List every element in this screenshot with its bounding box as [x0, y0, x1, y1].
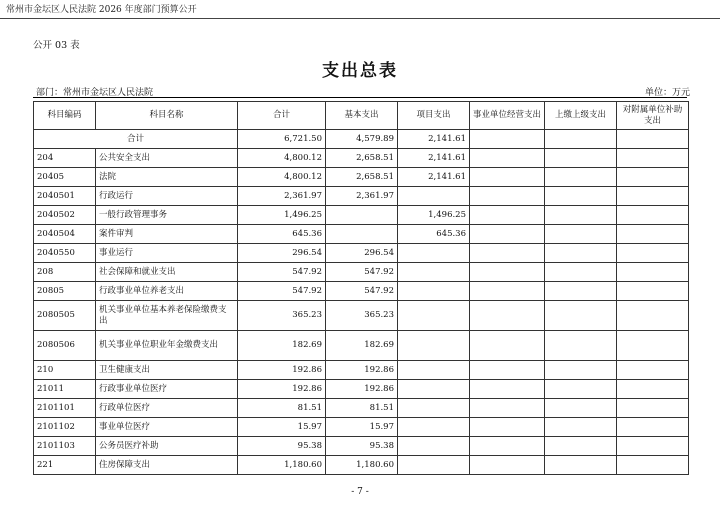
row-subsidy	[617, 244, 689, 263]
row-name: 法院	[96, 168, 238, 187]
table-row	[34, 187, 689, 206]
row-project: 1,496.25	[398, 206, 470, 225]
row-project	[398, 187, 470, 206]
row-project	[398, 331, 470, 361]
row-total: 15.97	[238, 418, 326, 437]
row-business	[470, 149, 545, 168]
row-subsidy	[617, 380, 689, 399]
total-basic: 4,579.89	[326, 130, 398, 149]
row-name: 行政事业单位养老支出	[96, 282, 238, 301]
row-name: 行政单位医疗	[96, 399, 238, 418]
row-remit	[545, 244, 617, 263]
row-business	[470, 244, 545, 263]
row-total: 192.86	[238, 380, 326, 399]
row-basic: 296.54	[326, 244, 398, 263]
row-total: 1,496.25	[238, 206, 326, 225]
row-basic: 15.97	[326, 418, 398, 437]
row-remit	[545, 187, 617, 206]
header-divider	[0, 18, 720, 19]
form-code: 公开 03 表	[33, 40, 80, 51]
row-basic: 182.69	[326, 331, 398, 361]
row-code: 2040502	[34, 206, 96, 225]
row-subsidy	[617, 149, 689, 168]
row-subsidy	[617, 206, 689, 225]
row-subsidy	[617, 225, 689, 244]
total-business	[470, 130, 545, 149]
row-basic: 192.86	[326, 380, 398, 399]
row-total: 365.23	[238, 301, 326, 331]
row-subsidy	[617, 399, 689, 418]
row-business	[470, 168, 545, 187]
row-code: 2040501	[34, 187, 96, 206]
row-project	[398, 380, 470, 399]
row-code: 2080505	[34, 301, 96, 331]
row-project: 2,141.61	[398, 149, 470, 168]
table-header-row	[34, 102, 689, 130]
row-name: 行政事业单位医疗	[96, 380, 238, 399]
row-code: 2101101	[34, 399, 96, 418]
row-basic	[326, 206, 398, 225]
table-row	[34, 331, 689, 361]
page-title: 支出总表	[322, 61, 398, 81]
row-business	[470, 225, 545, 244]
row-code: 2040550	[34, 244, 96, 263]
expenditure-table	[33, 101, 689, 475]
table-row	[34, 149, 689, 168]
row-name: 社会保障和就业支出	[96, 263, 238, 282]
row-project	[398, 301, 470, 331]
row-name: 行政运行	[96, 187, 238, 206]
row-total: 95.38	[238, 437, 326, 456]
row-subsidy	[617, 263, 689, 282]
row-project: 645.36	[398, 225, 470, 244]
col-header-total: 合计	[238, 102, 326, 130]
row-total: 645.36	[238, 225, 326, 244]
row-code: 20405	[34, 168, 96, 187]
row-basic: 192.86	[326, 361, 398, 380]
total-label: 合计	[34, 130, 238, 149]
row-project	[398, 437, 470, 456]
row-basic: 547.92	[326, 263, 398, 282]
row-remit	[545, 301, 617, 331]
row-business	[470, 187, 545, 206]
row-name: 公务员医疗补助	[96, 437, 238, 456]
row-project	[398, 456, 470, 475]
row-business	[470, 331, 545, 361]
row-total: 182.69	[238, 331, 326, 361]
row-code: 210	[34, 361, 96, 380]
row-total: 547.92	[238, 282, 326, 301]
total-row	[34, 130, 689, 149]
row-subsidy	[617, 361, 689, 380]
row-code: 21011	[34, 380, 96, 399]
row-project	[398, 244, 470, 263]
col-header-name: 科目名称	[96, 102, 238, 130]
row-name: 一般行政管理事务	[96, 206, 238, 225]
row-basic: 95.38	[326, 437, 398, 456]
row-remit	[545, 418, 617, 437]
row-name: 事业运行	[96, 244, 238, 263]
row-total: 4,800.12	[238, 168, 326, 187]
total-project: 2,141.61	[398, 130, 470, 149]
total-subsidy	[617, 130, 689, 149]
row-basic: 1,180.60	[326, 456, 398, 475]
row-business	[470, 282, 545, 301]
table-top-rule	[33, 97, 687, 98]
row-project	[398, 418, 470, 437]
row-code: 208	[34, 263, 96, 282]
table-row	[34, 168, 689, 187]
row-subsidy	[617, 168, 689, 187]
table-row	[34, 380, 689, 399]
col-header-code: 科目编码	[34, 102, 96, 130]
table-row	[34, 399, 689, 418]
table-row	[34, 437, 689, 456]
row-total: 2,361.97	[238, 187, 326, 206]
row-remit	[545, 437, 617, 456]
document-header: 常州市金坛区人民法院 2026 年度部门预算公开	[6, 5, 197, 15]
row-subsidy	[617, 282, 689, 301]
row-remit	[545, 263, 617, 282]
row-project: 2,141.61	[398, 168, 470, 187]
row-business	[470, 380, 545, 399]
table-row	[34, 456, 689, 475]
row-code: 2101103	[34, 437, 96, 456]
row-remit	[545, 361, 617, 380]
page-number: - 7 -	[351, 487, 369, 497]
row-basic: 2,658.51	[326, 168, 398, 187]
row-project	[398, 399, 470, 418]
row-name: 机关事业单位基本养老保险缴费支出	[96, 301, 238, 331]
row-remit	[545, 206, 617, 225]
row-name: 住房保障支出	[96, 456, 238, 475]
col-header-basic: 基本支出	[326, 102, 398, 130]
row-basic: 2,361.97	[326, 187, 398, 206]
row-remit	[545, 282, 617, 301]
unit-label: 单位：万元	[644, 88, 690, 98]
row-business	[470, 206, 545, 225]
row-subsidy	[617, 418, 689, 437]
row-code: 2040504	[34, 225, 96, 244]
row-remit	[545, 456, 617, 475]
row-basic: 547.92	[326, 282, 398, 301]
row-total: 296.54	[238, 244, 326, 263]
row-code: 20805	[34, 282, 96, 301]
row-code: 221	[34, 456, 96, 475]
table-row	[34, 418, 689, 437]
table-row	[34, 244, 689, 263]
table-row	[34, 282, 689, 301]
table-row	[34, 361, 689, 380]
row-subsidy	[617, 301, 689, 331]
row-remit	[545, 331, 617, 361]
row-subsidy	[617, 331, 689, 361]
department-label: 部门：常州市金坛区人民法院	[36, 88, 154, 98]
row-name: 机关事业单位职业年金缴费支出	[96, 331, 238, 361]
table-row	[34, 225, 689, 244]
row-total: 1,180.60	[238, 456, 326, 475]
row-name: 事业单位医疗	[96, 418, 238, 437]
row-total: 192.86	[238, 361, 326, 380]
row-total: 4,800.12	[238, 149, 326, 168]
row-business	[470, 263, 545, 282]
row-project	[398, 263, 470, 282]
row-name: 公共安全支出	[96, 149, 238, 168]
row-basic: 2,658.51	[326, 149, 398, 168]
row-business	[470, 301, 545, 331]
row-total: 81.51	[238, 399, 326, 418]
row-subsidy	[617, 187, 689, 206]
row-subsidy	[617, 437, 689, 456]
col-header-remit: 上缴上级支出	[545, 102, 617, 130]
row-remit	[545, 225, 617, 244]
row-project	[398, 361, 470, 380]
row-remit	[545, 380, 617, 399]
row-project	[398, 282, 470, 301]
row-basic: 81.51	[326, 399, 398, 418]
col-header-project: 项目支出	[398, 102, 470, 130]
table-row	[34, 301, 689, 331]
row-name: 卫生健康支出	[96, 361, 238, 380]
col-header-business: 事业单位经营支出	[470, 102, 545, 130]
row-name: 案件审判	[96, 225, 238, 244]
row-business	[470, 399, 545, 418]
total-amount: 6,721.50	[238, 130, 326, 149]
row-remit	[545, 149, 617, 168]
row-business	[470, 456, 545, 475]
row-basic	[326, 225, 398, 244]
total-remit	[545, 130, 617, 149]
row-remit	[545, 168, 617, 187]
col-header-subsidy: 对附属单位补助支出	[617, 102, 689, 130]
row-total: 547.92	[238, 263, 326, 282]
table-row	[34, 263, 689, 282]
row-business	[470, 361, 545, 380]
row-basic: 365.23	[326, 301, 398, 331]
row-code: 204	[34, 149, 96, 168]
table-row	[34, 206, 689, 225]
row-subsidy	[617, 456, 689, 475]
row-business	[470, 437, 545, 456]
row-remit	[545, 399, 617, 418]
row-code: 2101102	[34, 418, 96, 437]
row-business	[470, 418, 545, 437]
row-code: 2080506	[34, 331, 96, 361]
